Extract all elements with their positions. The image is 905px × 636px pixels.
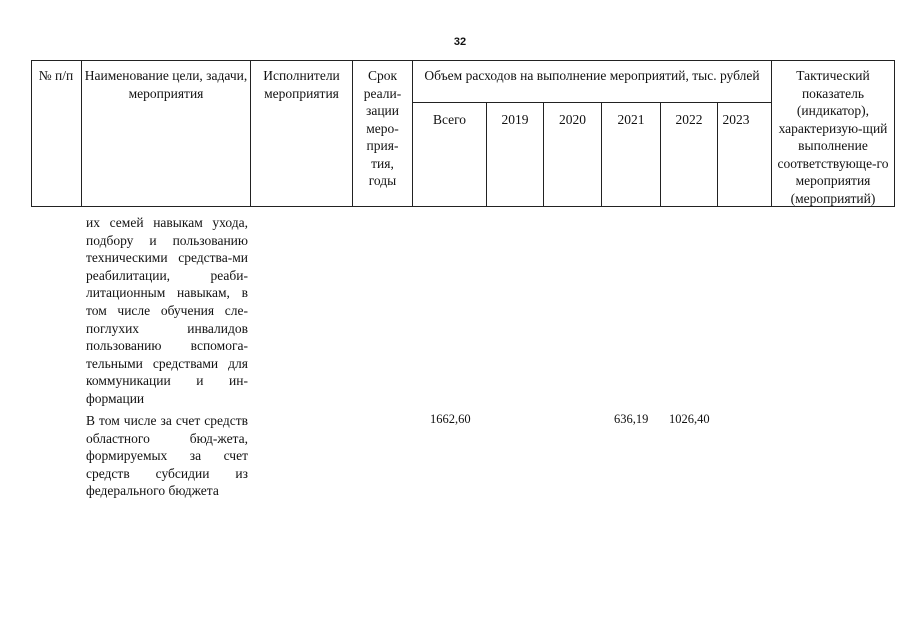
col-border: [250, 60, 251, 207]
header-col-indicator: Тактический показатель (индикатор), характеризую-щий выполнение соответствующе-го мероприятия (мероприятий): [777, 68, 889, 206]
col-border: [771, 60, 772, 207]
header-col-expenses: Объем расходов на выполнение мероприятий, тыс. рублей: [424, 68, 760, 83]
row-2-2022: 1026,40: [669, 412, 710, 426]
header-year-2019: 2019: [501, 112, 529, 127]
table-header-bottom-border: [31, 206, 895, 207]
header-col-number: № п/п: [38, 68, 74, 83]
col-border: [81, 60, 82, 207]
header-year-2022: 2022: [675, 112, 703, 127]
header-col-term-top: Срок реали-: [363, 68, 402, 101]
page-number: 32: [453, 36, 467, 48]
header-year-2021: 2021: [617, 112, 645, 127]
row-2-description: В том числе за счет средств областного бюд-жета, формируемых за счет средств субсидии из федерального бюджета: [86, 413, 248, 499]
row-2-2021: 636,19: [614, 412, 649, 426]
col-border: [894, 60, 895, 207]
header-col-term-bottom: зации меро-прия-тия, годы: [366, 103, 399, 188]
header-year-2020: 2020: [559, 112, 586, 127]
col-border: [412, 60, 413, 207]
header-col-name: Наименование цели, задачи, мероприятия: [84, 68, 248, 101]
row-2-total: 1662,60: [430, 412, 471, 426]
table-top-border: [31, 60, 895, 61]
header-year-2023: 2023: [722, 112, 750, 127]
header-col-executors: Исполнители мероприятия: [263, 68, 340, 101]
header-total: Всего: [432, 112, 467, 127]
row-1-description: их семей навыкам ухода, подбору и пользованию техническими средства-ми реабилитации, реаби-литационным навыкам, в том числе обучения сле-поглухих инвалидов пользованию вспомога-тельными средствами для коммуникации и ин-формации: [86, 215, 248, 406]
